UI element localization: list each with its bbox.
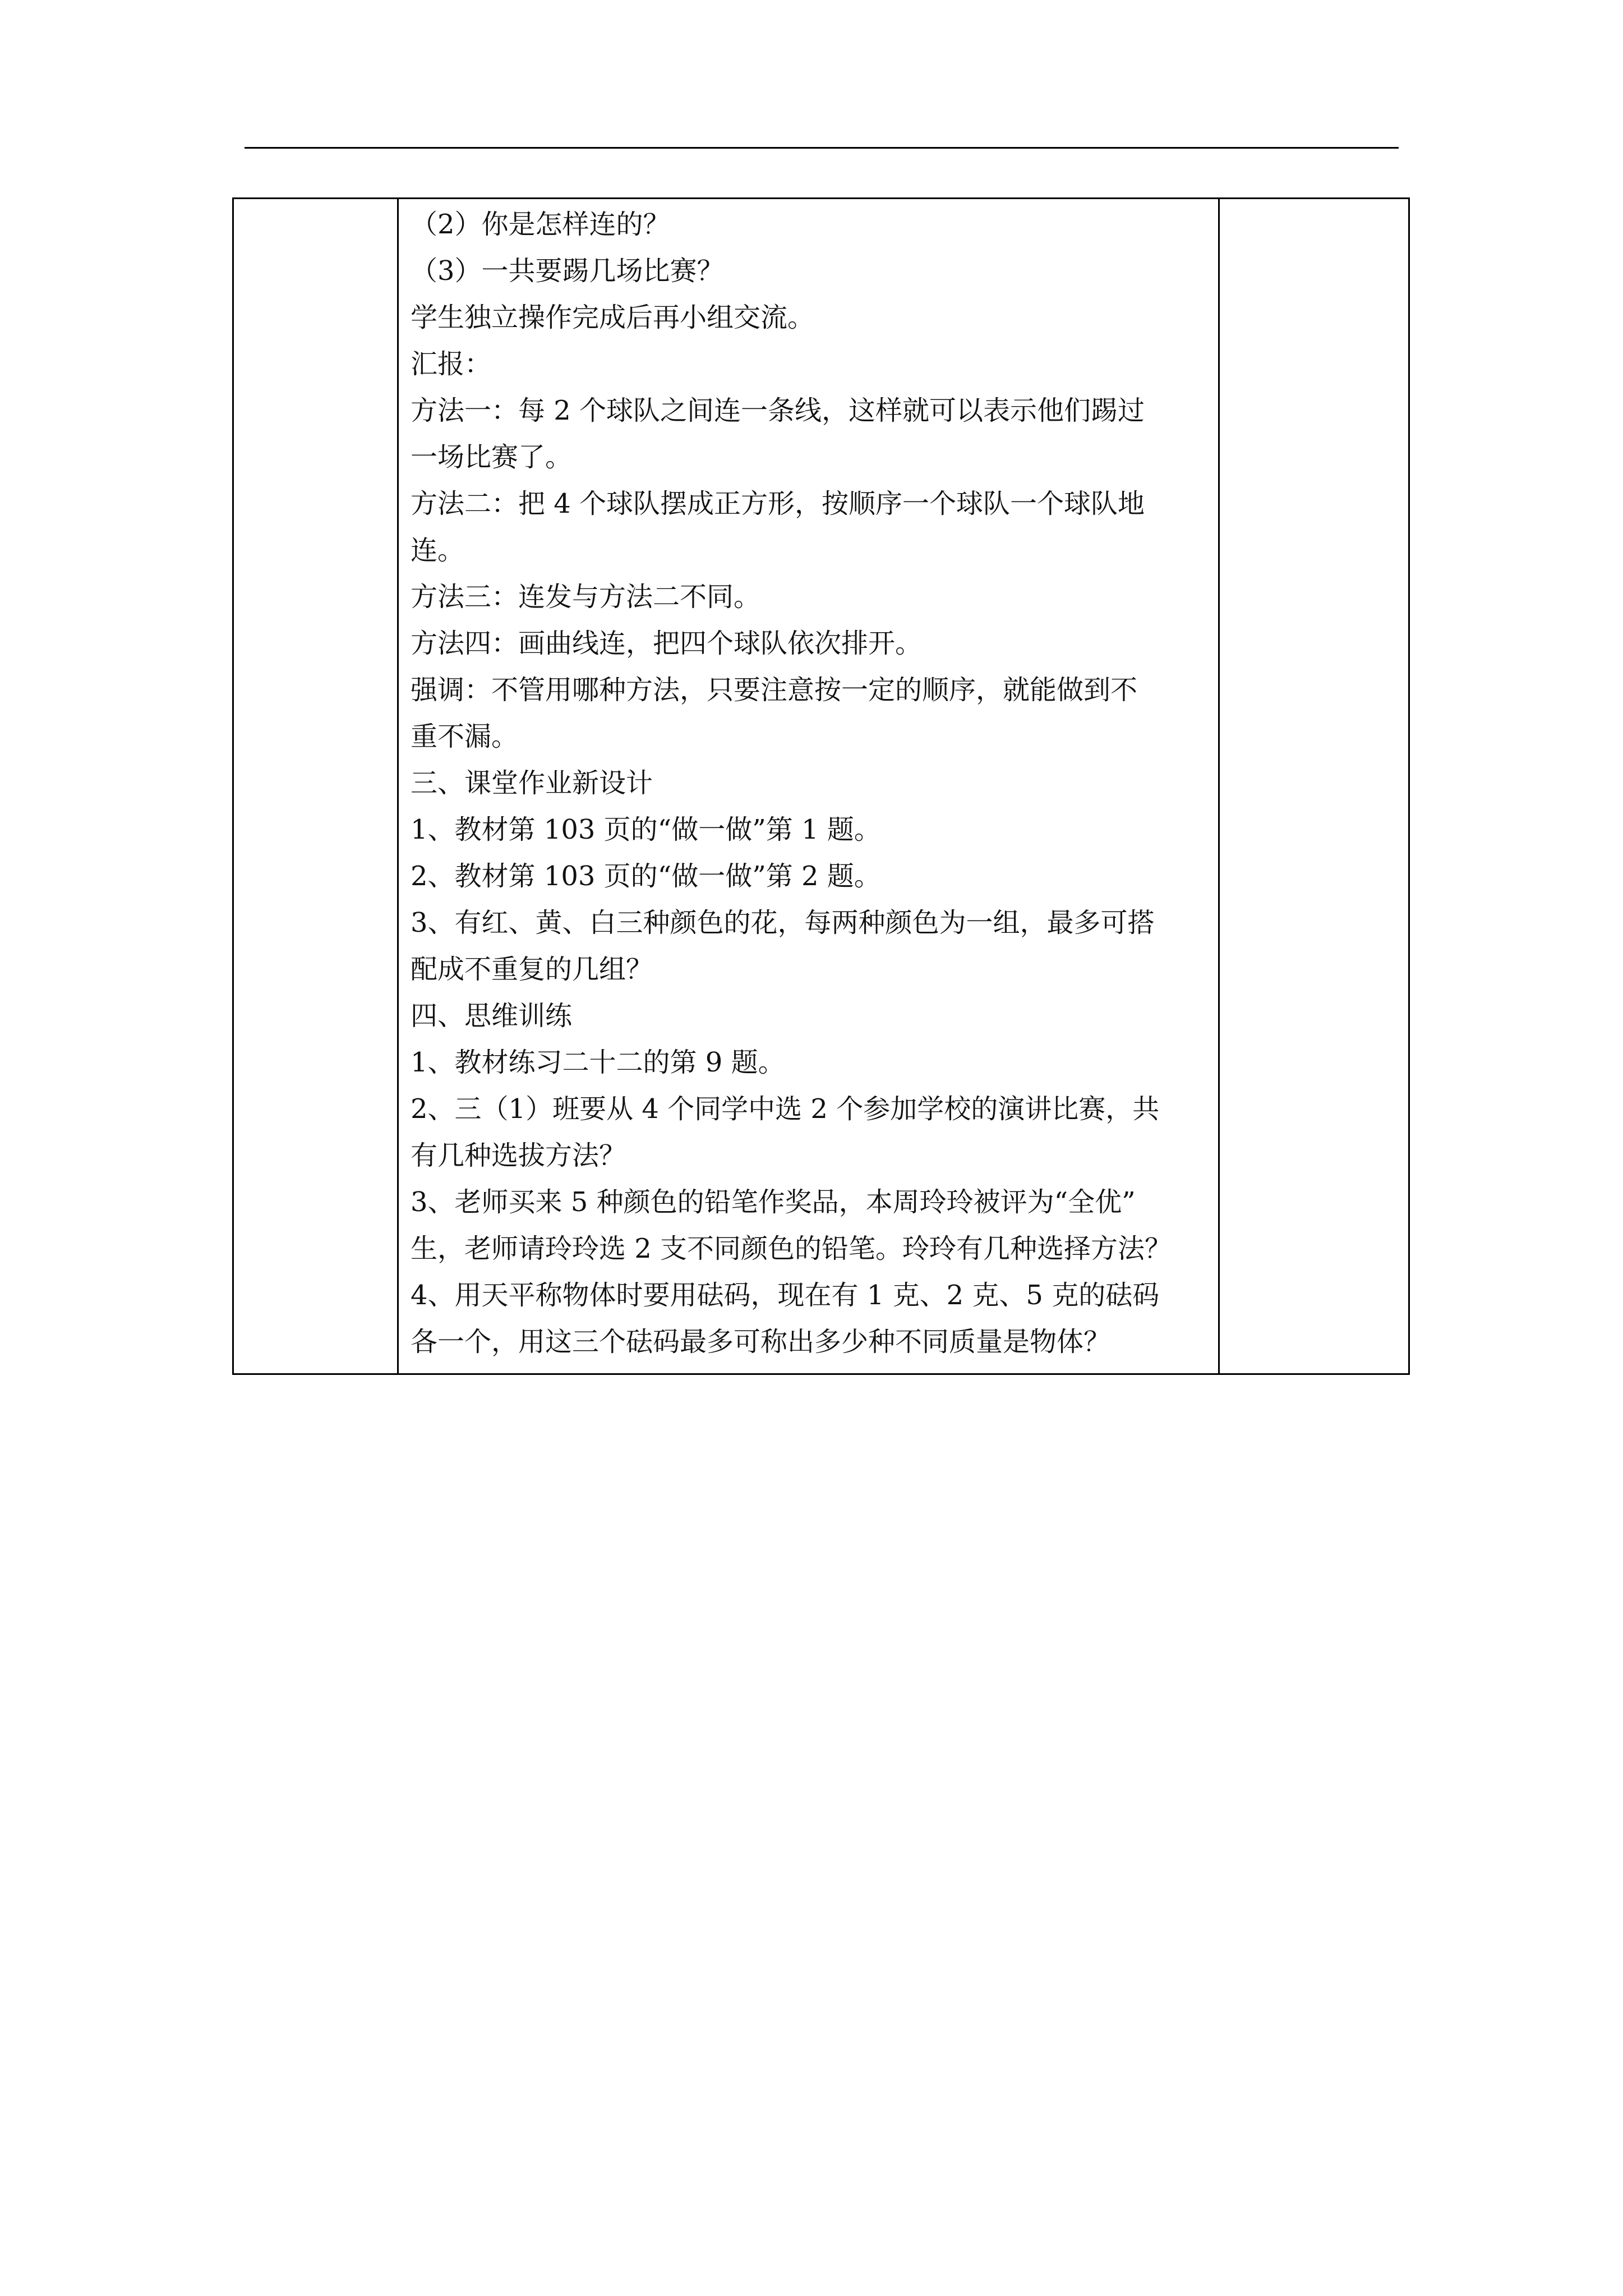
text-line: 方法四：画曲线连，把四个球队依次排开。 (411, 628, 923, 659)
text-line: 1、教材练习二十二的第 9 题。 (411, 1047, 785, 1078)
text-line: 3、有红、黄、白三种颜色的花，每两种颜色为一组，最多可搭 (411, 907, 1155, 938)
text-line: 汇报： (411, 348, 492, 380)
text-line: 学生独立操作完成后再小组交流。 (411, 302, 815, 333)
text-line: 4、用天平称物体时要用砝码，现在有 1 克、2 克、5 克的砝码 (411, 1280, 1160, 1311)
text-line: （3）一共要踢几场比赛？ (411, 255, 724, 287)
text-line: 连。 (411, 535, 465, 566)
text-line: （2）你是怎样连的？ (411, 209, 670, 240)
lesson-table (232, 197, 1410, 1375)
text-line: 3、老师买来 5 种颜色的铅笔作奖品，本周玲玲被评为“全优” (411, 1186, 1136, 1218)
text-line: 生，老师请玲玲选 2 支不同颜色的铅笔。玲玲有几种选择方法？ (411, 1233, 1172, 1264)
text-line: 配成不重复的几组？ (411, 954, 653, 985)
text-line: 方法一：每 2 个球队之间连一条线，这样就可以表示他们踢过 (411, 395, 1145, 426)
text-line: 1、教材第 103 页的“做一做”第 1 题。 (411, 814, 881, 845)
column-divider-right (1218, 199, 1220, 1373)
section-heading: 四、思维训练 (411, 1000, 573, 1032)
lesson-content-cell (411, 201, 1212, 1365)
text-line: 方法三：连发与方法二不同。 (411, 581, 761, 613)
text-line: 强调：不管用哪种方法，只要注意按一定的顺序，就能做到不 (411, 674, 1138, 706)
text-line: 2、教材第 103 页的“做一做”第 2 题。 (411, 861, 881, 892)
text-line: 有几种选拔方法？ (411, 1140, 626, 1171)
header-rule (245, 147, 1399, 149)
section-heading: 三、课堂作业新设计 (411, 767, 653, 799)
column-divider-left (397, 199, 399, 1373)
text-line: 一场比赛了。 (411, 441, 573, 473)
text-line: 方法二：把 4 个球队摆成正方形，按顺序一个球队一个球队地 (411, 488, 1145, 519)
text-line: 各一个，用这三个砝码最多可称出多少种不同质量是物体？ (411, 1326, 1111, 1358)
text-line: 重不漏。 (411, 721, 519, 752)
text-line: 2、三（1）班要从 4 个同学中选 2 个参加学校的演讲比赛，共 (411, 1093, 1160, 1125)
